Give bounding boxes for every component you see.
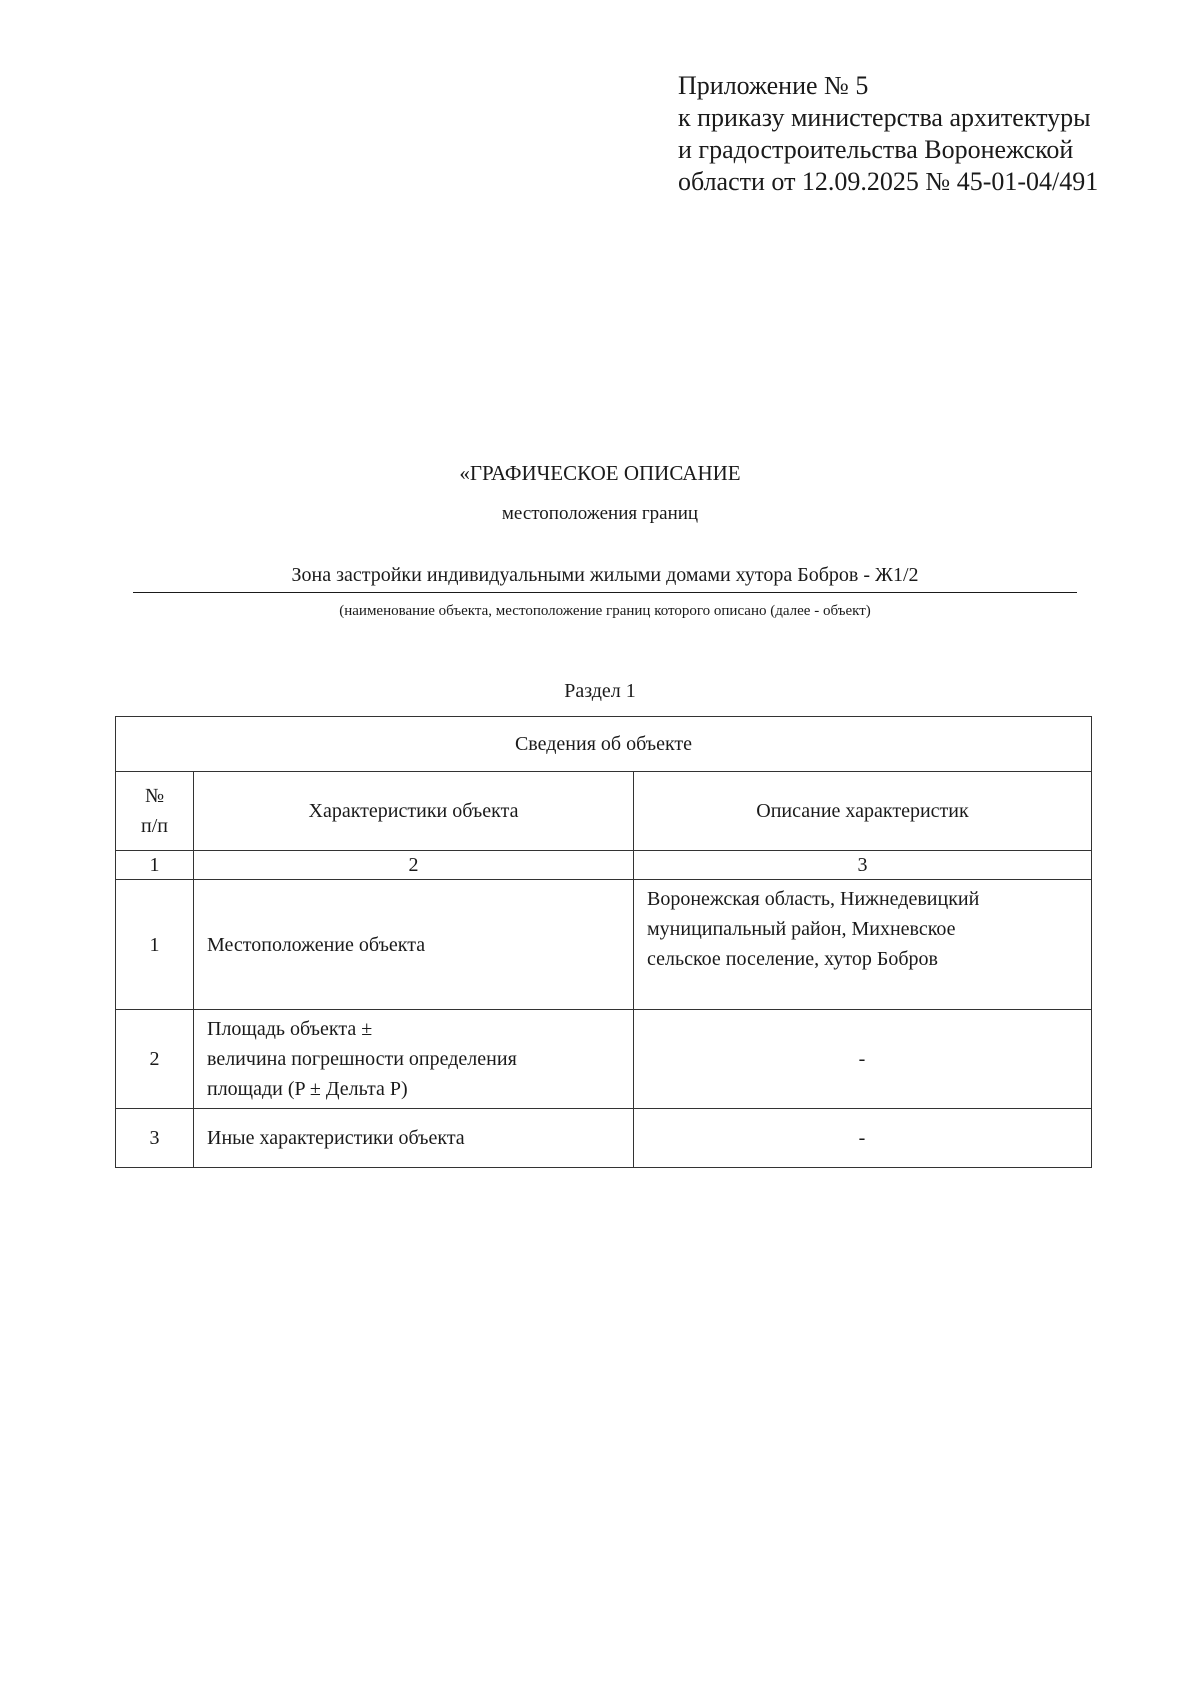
row-description-line: сельское поселение, хутор Бобров (647, 948, 938, 970)
column-header-number (116, 772, 194, 851)
document-subtitle: местоположения границ (501, 503, 699, 524)
appendix-block (678, 70, 1178, 198)
table-row (116, 880, 1092, 1010)
column-header-number-line: п/п (141, 815, 168, 837)
table-row (116, 1010, 1092, 1109)
column-index: 1 (116, 851, 194, 880)
section-label: Раздел 1 (564, 680, 636, 702)
appendix-line: области от 12.09.2025 № 45-01-04/491 (678, 167, 1099, 196)
row-description: - (634, 1109, 1092, 1168)
row-characteristic: Местоположение объекта (194, 880, 634, 1010)
row-number: 3 (116, 1109, 194, 1168)
table-row (116, 1109, 1092, 1168)
appendix-line: и градостроительства Воронежской (678, 135, 1074, 164)
table-header-row (116, 772, 1092, 851)
row-description (634, 880, 1092, 1010)
column-header-number-line: № (144, 785, 165, 807)
row-number: 2 (116, 1010, 194, 1109)
column-header-characteristics: Характеристики объекта (194, 772, 634, 851)
appendix-line: Приложение № 5 (678, 71, 869, 100)
appendix-line: к приказу министерства архитектуры (678, 103, 1091, 132)
column-index: 3 (634, 851, 1092, 880)
row-number: 1 (116, 880, 194, 1010)
row-description: - (634, 1010, 1092, 1109)
column-index-row (116, 851, 1092, 880)
object-name: Зона застройки индивидуальными жилыми домами хутора Бобров - Ж1/2 (133, 562, 1077, 593)
row-description-line: Воронежская область, Нижнедевицкий (647, 888, 980, 910)
row-characteristic-line: величина погрешности определения (207, 1048, 517, 1070)
column-index: 2 (194, 851, 634, 880)
table-caption-row (116, 717, 1092, 772)
row-characteristic-line: площади (P ± Дельта P) (207, 1078, 408, 1100)
document-title: «ГРАФИЧЕСКОЕ ОПИСАНИЕ (459, 461, 741, 485)
column-header-description: Описание характеристик (634, 772, 1092, 851)
object-name-hint: (наименование объекта, местоположение границ которого описано (далее - объект) (339, 603, 871, 619)
table-caption: Сведения об объекте (116, 717, 1092, 772)
row-characteristic: Иные характеристики объекта (194, 1109, 634, 1168)
row-description-line: муниципальный район, Михневское (647, 918, 956, 940)
object-info-table (115, 716, 1092, 1168)
row-characteristic (194, 1010, 634, 1109)
row-characteristic-line: Площадь объекта ± (207, 1018, 373, 1040)
